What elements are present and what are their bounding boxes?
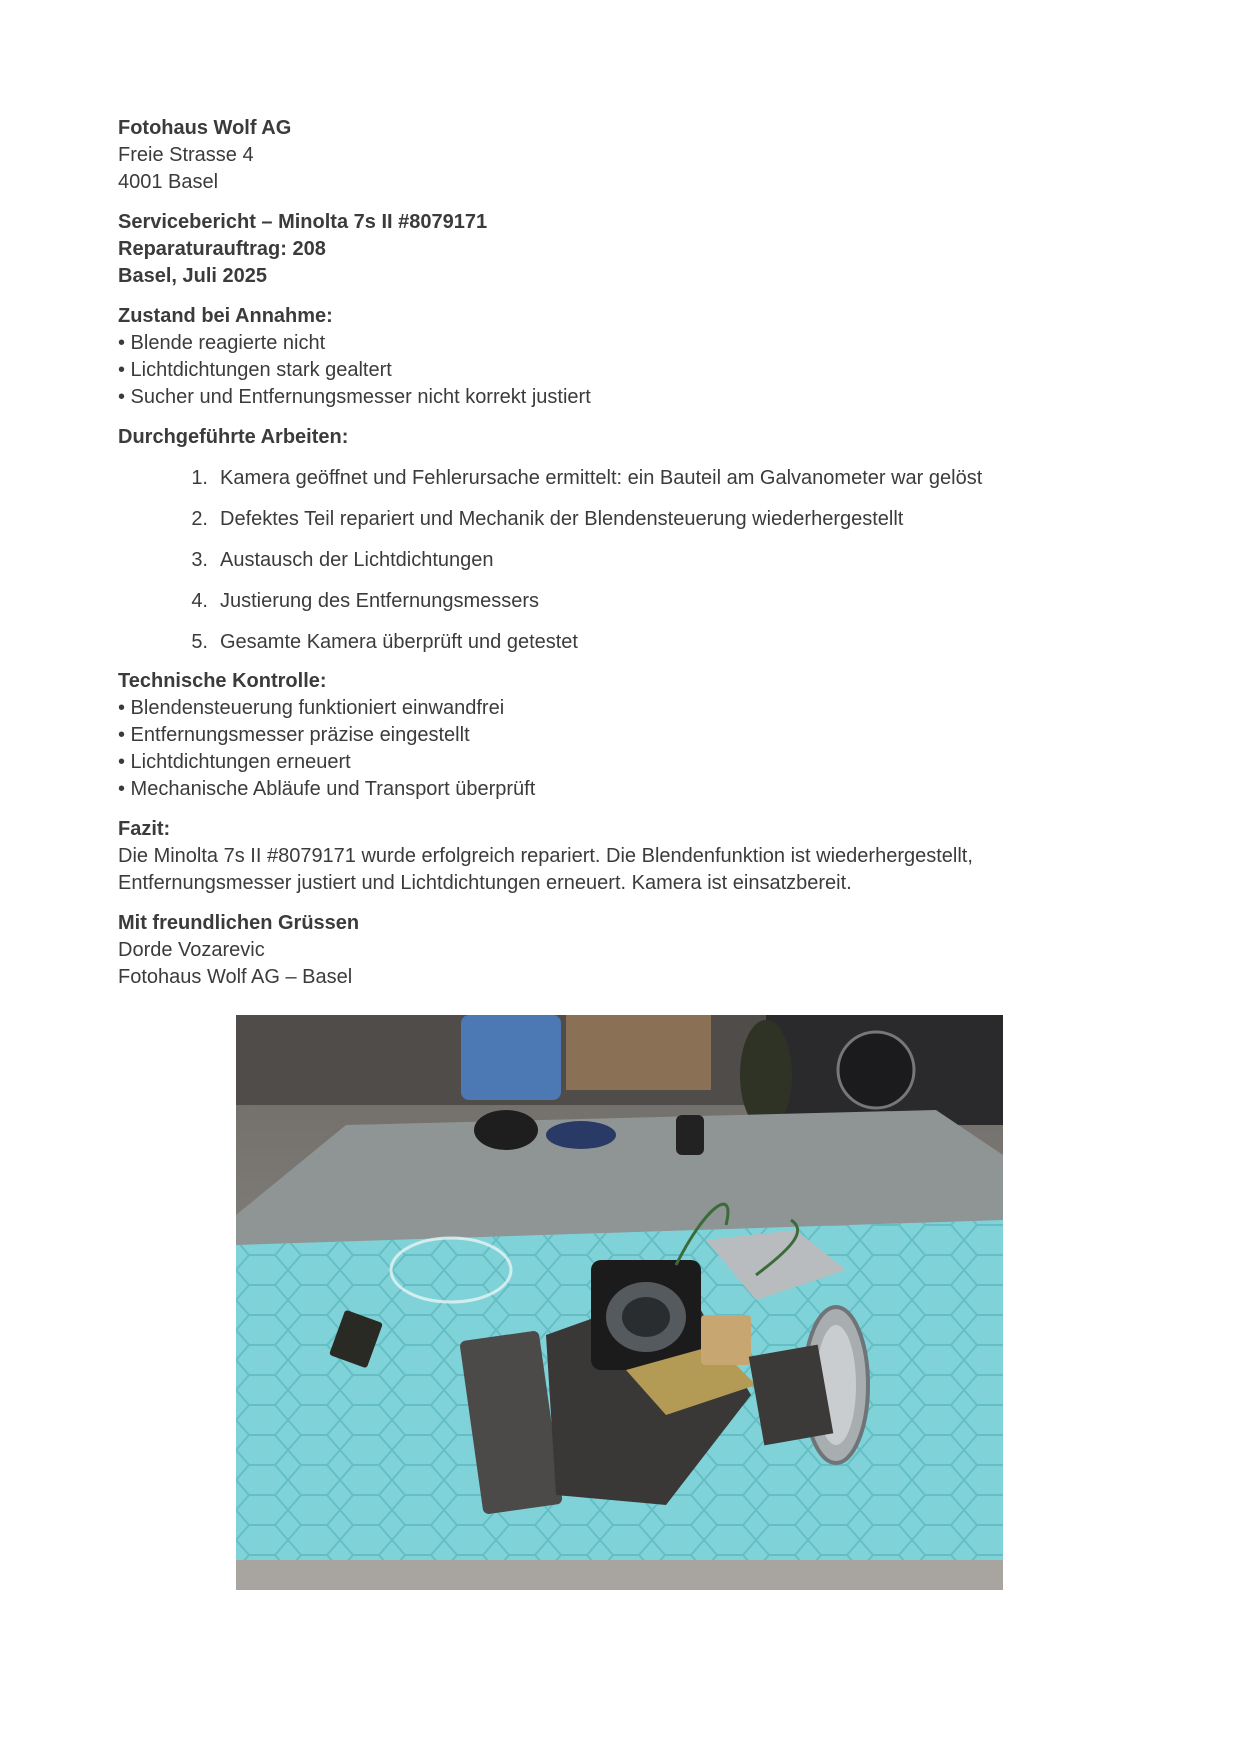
work-step-number: 3. — [191, 549, 208, 571]
intake-item: • Sucher und Entfernungsmesser nicht korrekt justiert — [118, 386, 591, 408]
conclusion-section — [118, 816, 1118, 897]
work-step — [118, 547, 1118, 574]
report-subject — [118, 209, 1118, 290]
sender-street: Freie Strasse 4 — [118, 144, 254, 166]
intake-section — [118, 303, 1118, 411]
work-step-number: 2. — [191, 508, 208, 530]
check-section — [118, 668, 1118, 803]
conclusion-text: Entfernungsmesser justiert und Lichtdichtungen erneuert. Kamera ist einsatzbereit. — [118, 872, 852, 894]
signer-name: Dorde Vozarevic — [118, 939, 265, 961]
repair-order: Reparaturauftrag: 208 — [118, 238, 326, 260]
closing-greeting: Mit freundlichen Grüssen — [118, 912, 360, 934]
work-step — [118, 506, 1118, 533]
work-step-text: Austausch der Lichtdichtungen — [220, 549, 494, 571]
work-step-number: 5. — [191, 631, 208, 653]
work-step-text: Gesamte Kamera überprüft und getestet — [220, 631, 578, 653]
intake-heading: Zustand bei Annahme: — [118, 305, 333, 327]
work-step — [118, 465, 1118, 492]
check-item: • Entfernungsmesser präzise eingestellt — [118, 724, 470, 746]
work-step-number: 4. — [191, 590, 208, 612]
work-heading: Durchgeführte Arbeiten: — [118, 426, 349, 448]
work-step-text: Kamera geöffnet und Fehlerursache ermittelt: ein Bauteil am Galvanometer war gelöst — [220, 467, 983, 489]
conclusion-text: Die Minolta 7s II #8079171 wurde erfolgreich repariert. Die Blendenfunktion ist wiederhergestellt, — [118, 845, 973, 867]
work-step-text: Defektes Teil repariert und Mechanik der Blendensteuerung wiederhergestellt — [220, 508, 904, 530]
conclusion-heading: Fazit: — [118, 818, 171, 840]
intake-item: • Lichtdichtungen stark gealtert — [118, 359, 392, 381]
intake-item: • Blende reagierte nicht — [118, 332, 326, 354]
work-section — [118, 424, 1118, 656]
place-date: Basel, Juli 2025 — [118, 265, 267, 287]
check-item: • Mechanische Abläufe und Transport überprüft — [118, 778, 536, 800]
sender-company: Fotohaus Wolf AG — [118, 117, 292, 139]
closing-section — [118, 910, 1118, 991]
sender-address — [118, 115, 1118, 196]
report-title: Servicebericht – Minolta 7s II #8079171 — [118, 211, 488, 233]
work-step — [118, 588, 1118, 615]
work-step-number: 1. — [191, 467, 208, 489]
camera-repair-illustration — [236, 1015, 1003, 1590]
sender-city: 4001 Basel — [118, 171, 219, 193]
check-item: • Lichtdichtungen erneuert — [118, 751, 351, 773]
signer-company: Fotohaus Wolf AG – Basel — [118, 966, 353, 988]
document-body — [118, 115, 1118, 1004]
camera-repair-photo — [236, 1015, 1003, 1590]
work-steps-list — [118, 465, 1118, 656]
work-step — [118, 629, 1118, 656]
check-item: • Blendensteuerung funktioniert einwandfrei — [118, 697, 505, 719]
check-heading: Technische Kontrolle: — [118, 670, 327, 692]
work-step-text: Justierung des Entfernungsmessers — [220, 590, 540, 612]
